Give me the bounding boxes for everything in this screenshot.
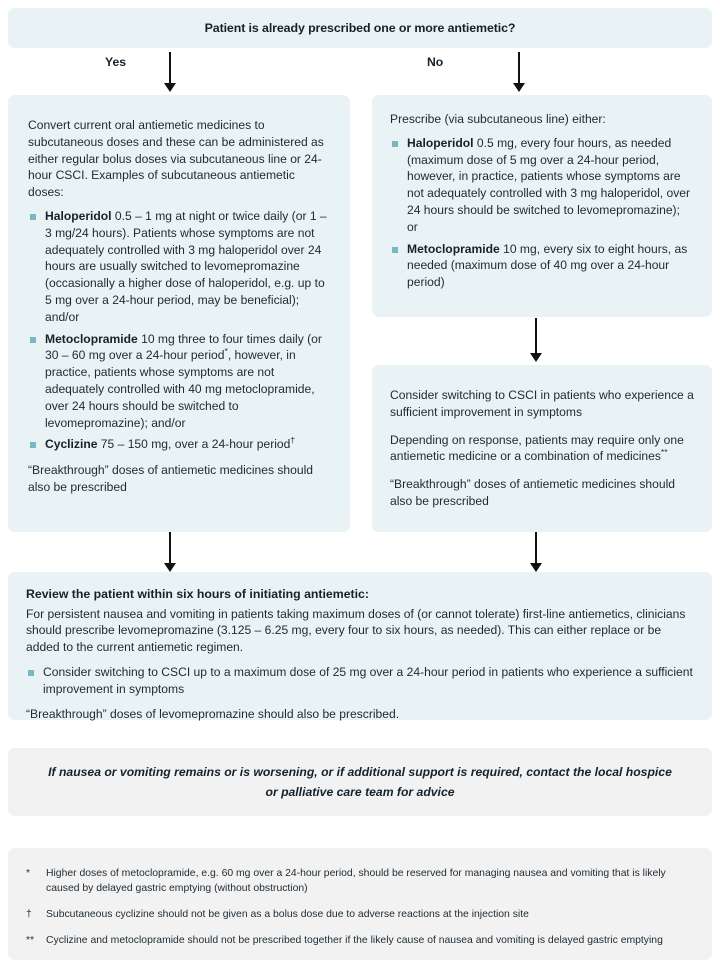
branch-label-no: No [427, 55, 444, 69]
review-bullet-list [26, 664, 694, 698]
right1-bullet-list [390, 135, 694, 291]
right1-intro-text: Prescribe (via subcutaneous line) either: [390, 112, 606, 126]
arrow-yes-down [163, 52, 177, 92]
right2-paragraph-1: Consider switching to CSCI in patients who experience a sufficient improvement in symptoms [390, 388, 694, 419]
right2-paragraph-2-text: Depending on response, patients may require only one antiemetic medicine or a combination of medicines [390, 432, 684, 464]
arrow-right-box1-to-box2 [529, 318, 543, 362]
footnote-text: Subcutaneous cyclizine should not be given as a bolus dose due to adverse reactions at the injection site [46, 909, 529, 920]
drug-detail: 75 – 150 mg, over a 24-hour period [97, 437, 291, 452]
footnote-marker: ** [26, 935, 35, 946]
footnote-marker: * [26, 868, 31, 879]
branch-label-yes: Yes [105, 55, 127, 69]
decision-question-box [8, 8, 712, 48]
drug-detail: 10 mg, every six to eight hours, as needed (maximum dose of 40 mg over a 24-hour period) [407, 241, 688, 290]
footnote-marker: ** [660, 447, 668, 458]
decision-question-text: Patient is already prescribed one or more antiemetic? [204, 21, 516, 35]
list-item [28, 331, 330, 432]
drug-name-metoclopramide: Metoclopramide [45, 331, 138, 346]
left-bullet-list [28, 208, 330, 453]
list-item [28, 436, 330, 453]
footnote-marker: † [290, 435, 296, 446]
left-closing-text: “Breakthrough” doses of antiemetic medicines should also be prescribed [28, 463, 314, 494]
advisory-box [8, 748, 712, 816]
list-item [28, 208, 330, 326]
review-heading: Review the patient within six hours of initiating antiemetic: [26, 587, 369, 601]
review-closing: “Breakthrough” doses of levomepromazine should also be prescribed. [26, 706, 400, 721]
arrow-no-down [512, 52, 526, 92]
drug-name-metoclopramide: Metoclopramide [407, 241, 500, 256]
footnote-marker: * [224, 346, 228, 357]
drug-detail: 0.5 mg, every four hours, as needed (maximum dose of 5 mg over a 24-hour period, however, in practice, patients whose symptoms are not adequately controlled with 3 mg haloperidol, over 24 hours should be switched to levomepromazine); or [407, 135, 691, 234]
drug-detail: 0.5 – 1 mg at night or twice daily (or 1 – 3 mg/24 hours). Patients whose symptoms are not adequately controlled with 3 mg haloperidol over 24 hours are usually switched to levomepromazine (occasionally a higher dose of haloperidol, e.g. up to 5 mg over a 24-hour period, may be beneficial); and/or [45, 208, 327, 324]
footnote-row [26, 866, 692, 896]
drug-name-haloperidol: Haloperidol [407, 135, 474, 150]
drug-detail: 10 mg three to four times daily (or 30 – 60 mg over a 24-hour period [45, 331, 322, 363]
right-branch-box-1 [372, 95, 712, 317]
list-item [390, 135, 694, 236]
drug-name-cyclizine: Cyclizine [45, 437, 98, 452]
footnote-marker: † [26, 909, 32, 920]
footnote-row [26, 933, 692, 948]
drug-name-haloperidol: Haloperidol [45, 208, 112, 223]
review-box [8, 572, 712, 720]
arrow-left-box-to-review [163, 530, 177, 572]
advisory-text: If nausea or vomiting remains or is worsening, or if additional support is required, contact the local hospice or palliative care team for advice [48, 765, 672, 799]
left-branch-box [8, 95, 350, 532]
footnote-text: Cyclizine and metoclopramide should not be prescribed together if the likely cause of nausea and vomiting is delayed gastric emptying [46, 935, 663, 946]
drug-detail-after: , however, in practice, patients whose symptoms are not adequately controlled with 40 mg metoclopramide, over 24 hours should be switched to levomepromazine); and/or [45, 348, 315, 430]
footnotes-box [8, 848, 712, 960]
right-branch-box-2 [372, 365, 712, 532]
list-item [390, 241, 694, 291]
left-intro-text: Convert current oral antiemetic medicines to subcutaneous doses and these can be administered as either regular bolus doses via subcutaneous line or 24-hour CSCI. Examples of subcutaneous antiemetic doses: [28, 118, 324, 200]
list-item: Consider switching to CSCI up to a maximum dose of 25 mg over a 24-hour period in patients who experience a sufficient improvement in symptoms [26, 664, 694, 698]
right2-paragraph-3: “Breakthrough” doses of antiemetic medicines should also be prescribed [390, 477, 676, 508]
arrow-right-box2-to-review [529, 530, 543, 572]
right2-paragraph-2 [390, 432, 694, 466]
footnote-text: Higher doses of metoclopramide, e.g. 60 mg over a 24-hour period, should be reserved for managing nausea and vomiting that is likely caused by delayed gastric emptying (without obstruction) [46, 868, 666, 894]
footnote-row [26, 907, 692, 922]
review-paragraph: For persistent nausea and vomiting in patients taking maximum doses of (or cannot tolerate) first-line antiemetics, clinicians should prescribe levomepromazine (3.125 – 6.25 mg, every four to six hours, as needed). This can either replace or be added to the current antiemetic regimen. [26, 606, 686, 655]
